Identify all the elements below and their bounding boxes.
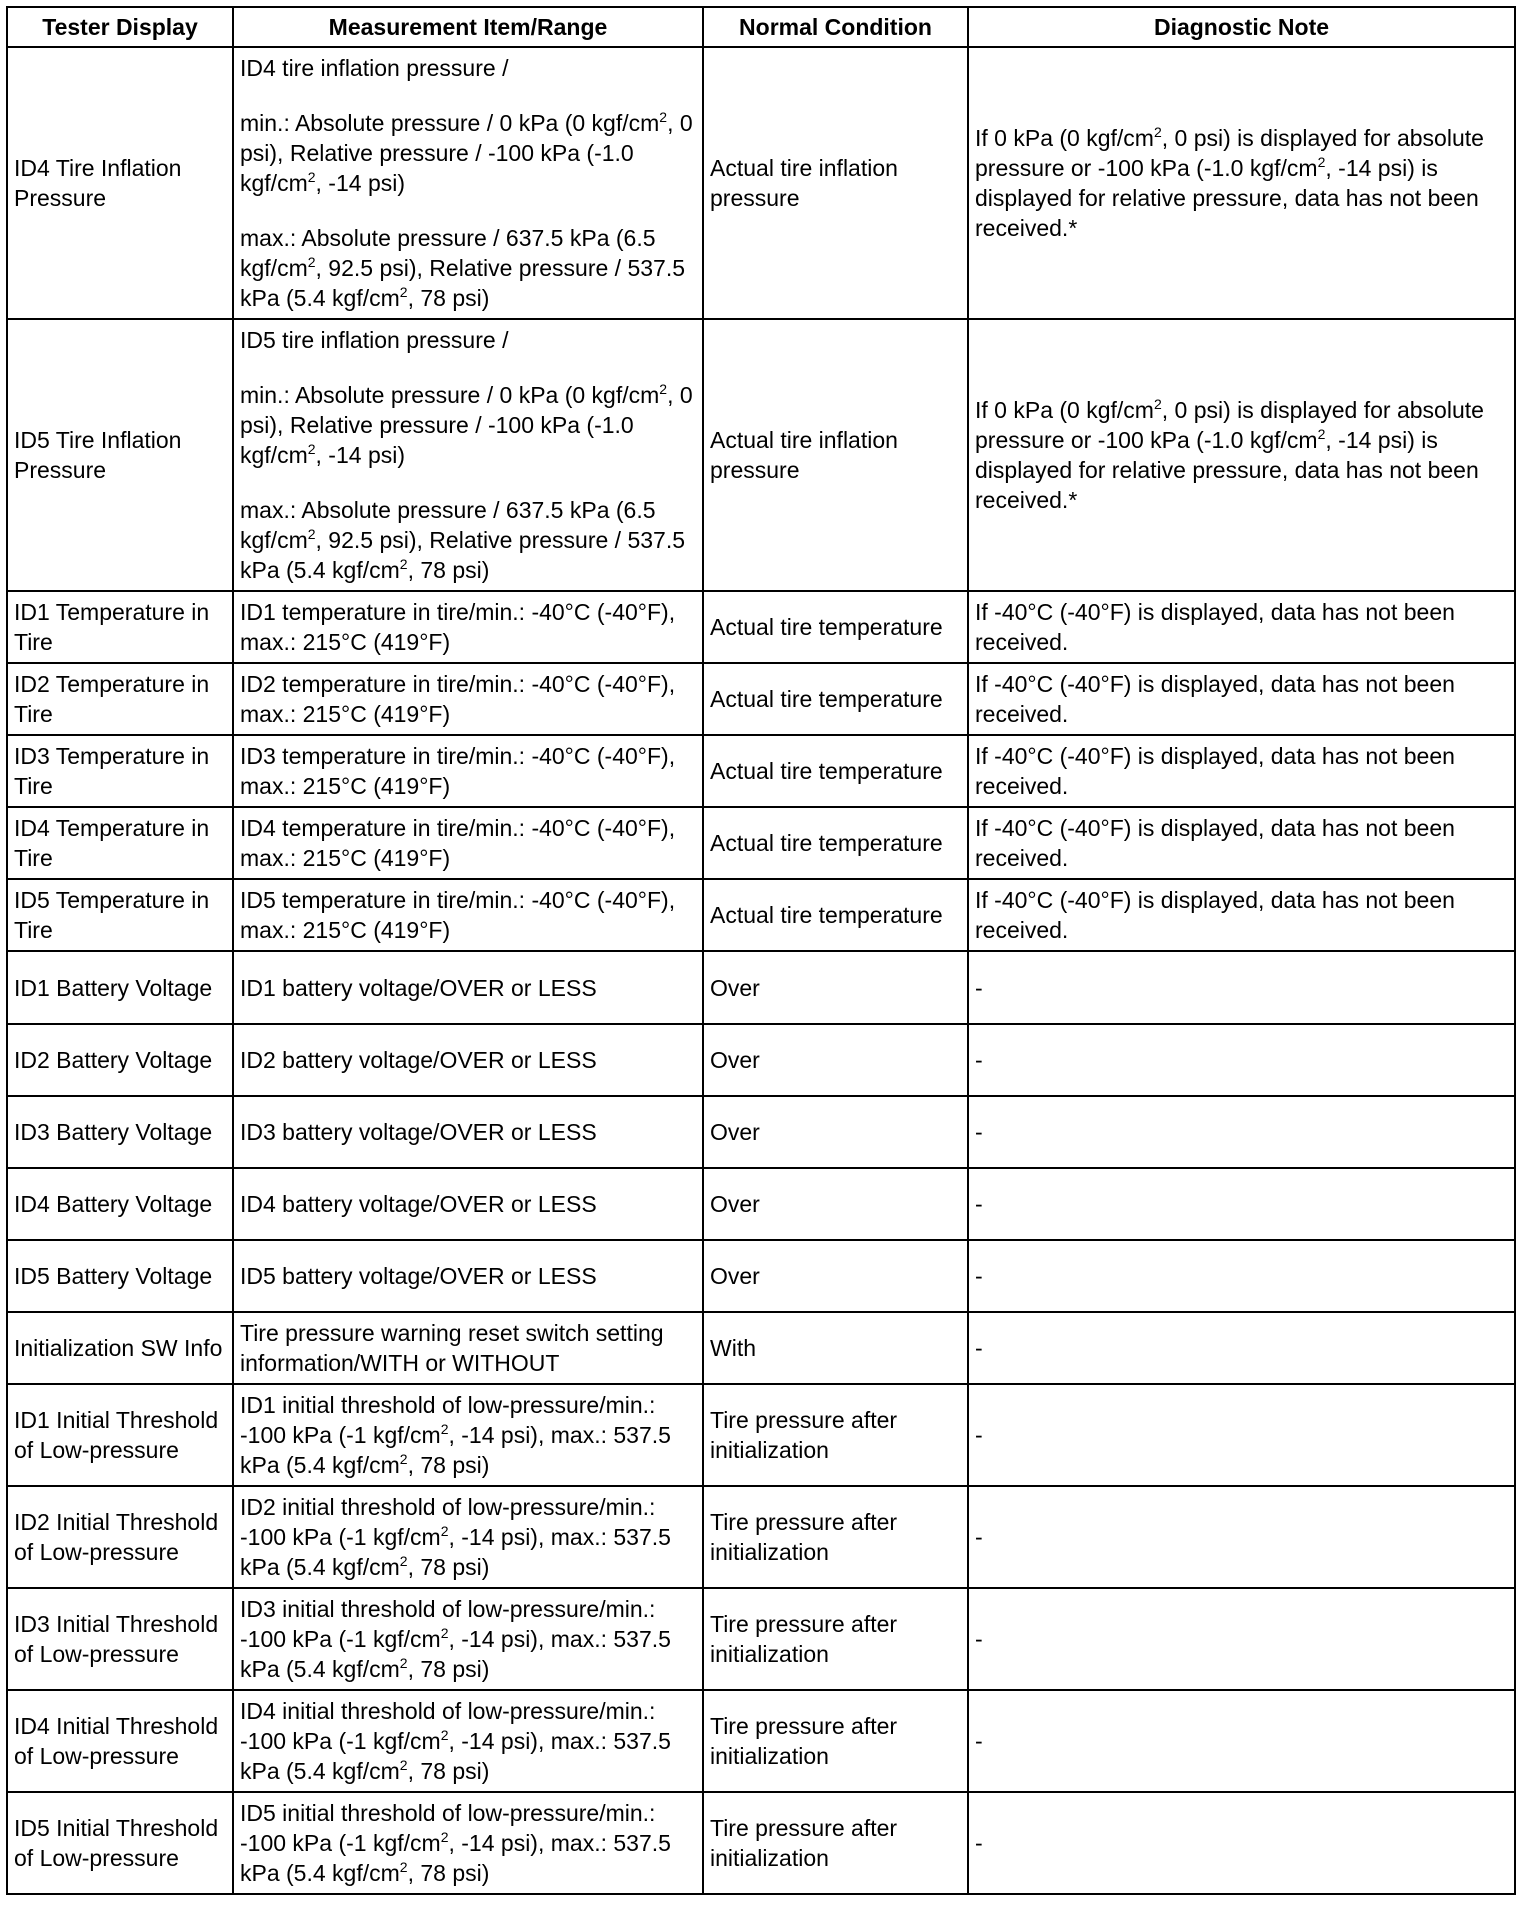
cell-normal-condition: Actual tire inflation pressure bbox=[703, 319, 968, 591]
superscript-2: 2 bbox=[659, 109, 668, 125]
cell-tester-display: ID3 Initial Threshold of Low-pressure bbox=[7, 1588, 233, 1690]
cell-measurement-range: ID3 temperature in tire/min.: -40°C (-40°F), max.: 215°C (419°F) bbox=[233, 735, 703, 807]
cell-diagnostic-note: - bbox=[968, 1690, 1515, 1792]
cell-normal-condition: Actual tire temperature bbox=[703, 879, 968, 951]
cell-normal-condition: Over bbox=[703, 1168, 968, 1240]
cell-diagnostic-note: - bbox=[968, 1168, 1515, 1240]
cell-diagnostic-note: If -40°C (-40°F) is displayed, data has not been received. bbox=[968, 591, 1515, 663]
cell-normal-condition: Over bbox=[703, 1096, 968, 1168]
cell-normal-condition: Tire pressure after initialization bbox=[703, 1690, 968, 1792]
cell-tester-display: ID5 Battery Voltage bbox=[7, 1240, 233, 1312]
cell-diagnostic-note: If -40°C (-40°F) is displayed, data has not been received. bbox=[968, 807, 1515, 879]
table-row bbox=[7, 1384, 1515, 1486]
table-row bbox=[7, 735, 1515, 807]
table-row bbox=[7, 1486, 1515, 1588]
cell-measurement-range: ID1 temperature in tire/min.: -40°C (-40°F), max.: 215°C (419°F) bbox=[233, 591, 703, 663]
superscript-2: 2 bbox=[440, 1421, 449, 1437]
cell-normal-condition: Over bbox=[703, 1024, 968, 1096]
cell-normal-condition: Actual tire temperature bbox=[703, 591, 968, 663]
cell-tester-display: ID5 Initial Threshold of Low-pressure bbox=[7, 1792, 233, 1894]
cell-normal-condition: Actual tire temperature bbox=[703, 735, 968, 807]
cell-measurement-range: ID2 temperature in tire/min.: -40°C (-40°F), max.: 215°C (419°F) bbox=[233, 663, 703, 735]
table-row bbox=[7, 1312, 1515, 1384]
document-page bbox=[6, 6, 1514, 1895]
table-row bbox=[7, 47, 1515, 319]
superscript-2: 2 bbox=[440, 1523, 449, 1539]
superscript-2: 2 bbox=[440, 1727, 449, 1743]
superscript-2: 2 bbox=[307, 169, 316, 185]
cell-measurement-range: ID5 temperature in tire/min.: -40°C (-40°F), max.: 215°C (419°F) bbox=[233, 879, 703, 951]
table-row bbox=[7, 951, 1515, 1024]
range-paragraph: ID5 tire inflation pressure / bbox=[240, 327, 509, 353]
cell-diagnostic-note: - bbox=[968, 1240, 1515, 1312]
header-tester-display: Tester Display bbox=[7, 7, 233, 47]
cell-diagnostic-note: - bbox=[968, 951, 1515, 1024]
range-paragraph: ID4 tire inflation pressure / bbox=[240, 55, 509, 81]
table-row bbox=[7, 1024, 1515, 1096]
cell-diagnostic-note: - bbox=[968, 1312, 1515, 1384]
table-row bbox=[7, 879, 1515, 951]
table-body bbox=[7, 47, 1515, 1894]
cell-diagnostic-note: If 0 kPa (0 kgf/$cm^2$, 0 psi) is displayed for absolute pressure or -100 kPa (-1.0 kgf/$cm^2$, -14 psi) is displayed for relative pressure, data has not been received.* bbox=[968, 319, 1515, 591]
header-normal-condition: Normal Condition bbox=[703, 7, 968, 47]
cell-normal-condition: With bbox=[703, 1312, 968, 1384]
superscript-2: 2 bbox=[307, 526, 316, 542]
cell-measurement-range bbox=[233, 47, 703, 319]
cell-tester-display: ID5 Tire Inflation Pressure bbox=[7, 319, 233, 591]
cell-measurement-range: ID2 battery voltage/OVER or LESS bbox=[233, 1024, 703, 1096]
cell-diagnostic-note: If -40°C (-40°F) is displayed, data has not been received. bbox=[968, 735, 1515, 807]
cell-diagnostic-note: If -40°C (-40°F) is displayed, data has not been received. bbox=[968, 663, 1515, 735]
cell-measurement-range: ID2 initial threshold of low-pressure/min.: -100 kPa (-1 kgf/$cm^2$, -14 psi), max.: 537.5 kPa (5.4 kgf/$cm^2$, 78 psi) bbox=[233, 1486, 703, 1588]
cell-diagnostic-note: - bbox=[968, 1096, 1515, 1168]
cell-normal-condition: Over bbox=[703, 1240, 968, 1312]
cell-tester-display: ID2 Temperature in Tire bbox=[7, 663, 233, 735]
cell-measurement-range: ID1 initial threshold of low-pressure/min.: -100 kPa (-1 kgf/$cm^2$, -14 psi), max.: 537.5 kPa (5.4 kgf/$cm^2$, 78 psi) bbox=[233, 1384, 703, 1486]
cell-normal-condition: Actual tire temperature bbox=[703, 663, 968, 735]
cell-measurement-range: ID4 initial threshold of low-pressure/min.: -100 kPa (-1 kgf/$cm^2$, -14 psi), max.: 537.5 kPa (5.4 kgf/$cm^2$, 78 psi) bbox=[233, 1690, 703, 1792]
data-list-table bbox=[6, 6, 1516, 1895]
superscript-2: 2 bbox=[399, 1451, 408, 1467]
cell-normal-condition: Tire pressure after initialization bbox=[703, 1486, 968, 1588]
superscript-2: 2 bbox=[659, 381, 668, 397]
cell-tester-display: ID1 Initial Threshold of Low-pressure bbox=[7, 1384, 233, 1486]
cell-tester-display: Initialization SW Info bbox=[7, 1312, 233, 1384]
cell-normal-condition: Tire pressure after initialization bbox=[703, 1792, 968, 1894]
superscript-2: 2 bbox=[399, 284, 408, 300]
cell-normal-condition: Tire pressure after initialization bbox=[703, 1588, 968, 1690]
table-row bbox=[7, 1792, 1515, 1894]
cell-tester-display: ID4 Tire Inflation Pressure bbox=[7, 47, 233, 319]
range-paragraph: min.: Absolute pressure / 0 kPa (0 kgf/$cm^2$, 0 psi), Relative pressure / -100 kPa (-1.0 kgf/$cm^2$, -14 psi) bbox=[240, 109, 693, 196]
cell-tester-display: ID4 Temperature in Tire bbox=[7, 807, 233, 879]
cell-measurement-range bbox=[233, 319, 703, 591]
table-row bbox=[7, 663, 1515, 735]
superscript-2: 2 bbox=[399, 556, 408, 572]
cell-measurement-range: ID5 battery voltage/OVER or LESS bbox=[233, 1240, 703, 1312]
cell-tester-display: ID1 Temperature in Tire bbox=[7, 591, 233, 663]
superscript-2: 2 bbox=[1317, 154, 1326, 170]
superscript-2: 2 bbox=[1153, 124, 1162, 140]
table-row bbox=[7, 1588, 1515, 1690]
cell-normal-condition: Tire pressure after initialization bbox=[703, 1384, 968, 1486]
cell-tester-display: ID1 Battery Voltage bbox=[7, 951, 233, 1024]
cell-diagnostic-note: - bbox=[968, 1792, 1515, 1894]
header-diagnostic-note: Diagnostic Note bbox=[968, 7, 1515, 47]
cell-tester-display: ID5 Temperature in Tire bbox=[7, 879, 233, 951]
superscript-2: 2 bbox=[399, 1553, 408, 1569]
cell-normal-condition: Actual tire inflation pressure bbox=[703, 47, 968, 319]
cell-tester-display: ID4 Battery Voltage bbox=[7, 1168, 233, 1240]
range-paragraph: min.: Absolute pressure / 0 kPa (0 kgf/$cm^2$, 0 psi), Relative pressure / -100 kPa (-1.0 kgf/$cm^2$, -14 psi) bbox=[240, 381, 693, 468]
cell-measurement-range: ID4 temperature in tire/min.: -40°C (-40°F), max.: 215°C (419°F) bbox=[233, 807, 703, 879]
cell-tester-display: ID2 Battery Voltage bbox=[7, 1024, 233, 1096]
superscript-2: 2 bbox=[307, 441, 316, 457]
cell-tester-display: ID3 Temperature in Tire bbox=[7, 735, 233, 807]
table-row bbox=[7, 1690, 1515, 1792]
cell-measurement-range: ID4 battery voltage/OVER or LESS bbox=[233, 1168, 703, 1240]
cell-measurement-range: ID1 battery voltage/OVER or LESS bbox=[233, 951, 703, 1024]
table-row bbox=[7, 591, 1515, 663]
cell-tester-display: ID4 Initial Threshold of Low-pressure bbox=[7, 1690, 233, 1792]
cell-diagnostic-note: - bbox=[968, 1024, 1515, 1096]
superscript-2: 2 bbox=[440, 1829, 449, 1845]
cell-diagnostic-note: - bbox=[968, 1588, 1515, 1690]
cell-diagnostic-note: If -40°C (-40°F) is displayed, data has not been received. bbox=[968, 879, 1515, 951]
table-row bbox=[7, 807, 1515, 879]
cell-diagnostic-note: - bbox=[968, 1486, 1515, 1588]
superscript-2: 2 bbox=[399, 1655, 408, 1671]
cell-measurement-range: ID5 initial threshold of low-pressure/min.: -100 kPa (-1 kgf/$cm^2$, -14 psi), max.: 537.5 kPa (5.4 kgf/$cm^2$, 78 psi) bbox=[233, 1792, 703, 1894]
table-row bbox=[7, 1240, 1515, 1312]
table-header-row bbox=[7, 7, 1515, 47]
header-measurement-item-range: Measurement Item/Range bbox=[233, 7, 703, 47]
cell-measurement-range: Tire pressure warning reset switch setting information/WITH or WITHOUT bbox=[233, 1312, 703, 1384]
table-row bbox=[7, 1096, 1515, 1168]
superscript-2: 2 bbox=[440, 1625, 449, 1641]
table-row bbox=[7, 319, 1515, 591]
cell-diagnostic-note: - bbox=[968, 1384, 1515, 1486]
superscript-2: 2 bbox=[307, 254, 316, 270]
cell-tester-display: ID3 Battery Voltage bbox=[7, 1096, 233, 1168]
superscript-2: 2 bbox=[399, 1757, 408, 1773]
cell-measurement-range: ID3 battery voltage/OVER or LESS bbox=[233, 1096, 703, 1168]
superscript-2: 2 bbox=[1153, 396, 1162, 412]
table-row bbox=[7, 1168, 1515, 1240]
cell-normal-condition: Actual tire temperature bbox=[703, 807, 968, 879]
range-paragraph: max.: Absolute pressure / 637.5 kPa (6.5 kgf/$cm^2$, 92.5 psi), Relative pressure / 537.5 kPa (5.4 kgf/$cm^2$, 78 psi) bbox=[240, 497, 686, 583]
cell-tester-display: ID2 Initial Threshold of Low-pressure bbox=[7, 1486, 233, 1588]
superscript-2: 2 bbox=[399, 1859, 408, 1875]
superscript-2: 2 bbox=[1317, 426, 1326, 442]
cell-normal-condition: Over bbox=[703, 951, 968, 1024]
range-paragraph: max.: Absolute pressure / 637.5 kPa (6.5 kgf/$cm^2$, 92.5 psi), Relative pressure / 537.5 kPa (5.4 kgf/$cm^2$, 78 psi) bbox=[240, 225, 686, 311]
cell-diagnostic-note: If 0 kPa (0 kgf/$cm^2$, 0 psi) is displayed for absolute pressure or -100 kPa (-1.0 kgf/$cm^2$, -14 psi) is displayed for relative pressure, data has not been received.* bbox=[968, 47, 1515, 319]
cell-measurement-range: ID3 initial threshold of low-pressure/min.: -100 kPa (-1 kgf/$cm^2$, -14 psi), max.: 537.5 kPa (5.4 kgf/$cm^2$, 78 psi) bbox=[233, 1588, 703, 1690]
